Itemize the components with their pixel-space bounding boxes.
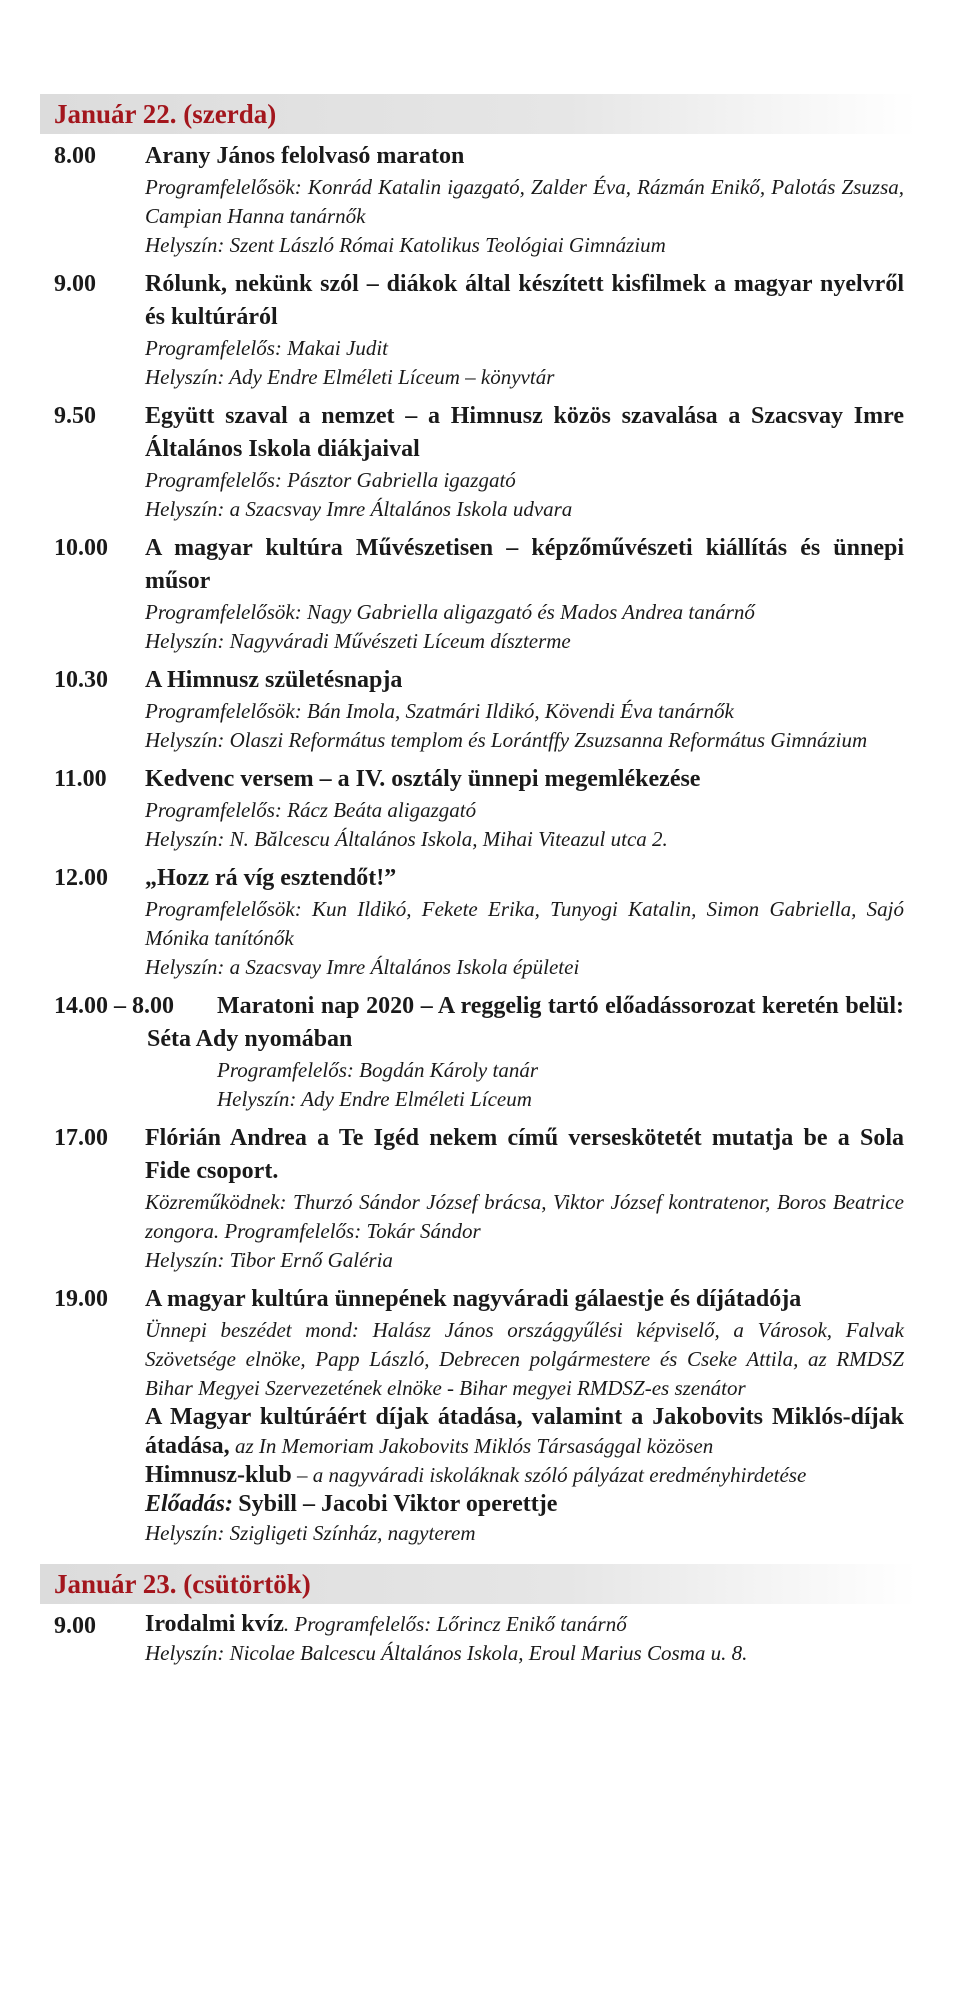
event-venue: Helyszín: Nicolae Balcescu Általános Iskola, Eroul Marius Cosma u. 8. — [145, 1641, 748, 1665]
day-header — [40, 1564, 917, 1604]
event-venue: Helyszín: Nagyváradi Művészeti Líceum díszterme — [145, 629, 571, 653]
event-organizers: Programfelelős: Rácz Beáta aligazgató — [145, 798, 477, 822]
event-title: „Hozz rá víg esztendőt!” — [145, 865, 397, 891]
event-performers: Közreműködnek: Thurzó Sándor József brácsa, Viktor József kontratenor, Boros Beatrice zongora. Programfelelős: Tokár Sándor — [145, 1190, 904, 1243]
event-organizers: Programfelelősök: Kun Ildikó, Fekete Erika, Tunyogi Katalin, Simon Gabriella, Sajó Mónika tanítónők — [145, 897, 904, 950]
event-performance: Előadás: Sybill – Jacobi Viktor operettje — [145, 1491, 558, 1517]
event-venue: Helyszín: a Szacsvay Imre Általános Iskola épületei — [145, 955, 580, 979]
day-header-label: Január 22. (szerda) — [54, 98, 277, 129]
event-venue: Helyszín: N. Bălcescu Általános Iskola, Mihai Viteazul utca 2. — [145, 827, 668, 851]
event-item — [54, 140, 904, 260]
event-organizers: Programfelelős: Makai Judit — [145, 336, 389, 360]
event-venue: Helyszín: Tibor Ernő Galéria — [145, 1248, 393, 1272]
event-organizers: Programfelelős: Bogdán Károly tanár — [217, 1058, 539, 1082]
event-item — [54, 532, 904, 656]
event-item — [54, 268, 904, 392]
event-item — [54, 1283, 904, 1548]
event-list — [0, 1610, 957, 1668]
event-title: A magyar kultúra ünnepének nagyváradi gálaestje és díjátadója — [145, 1286, 802, 1312]
event-title: Maratoni nap 2020 – A reggelig tartó előadássorozat keretén belül: Séta Ady nyomában — [147, 993, 904, 1052]
event-venue: Helyszín: Ady Endre Elméleti Líceum – könyvtár — [145, 365, 555, 389]
event-item — [54, 1122, 904, 1275]
event-time: 10.30 — [54, 667, 108, 693]
event-time: 10.00 — [54, 535, 108, 561]
event-title: Rólunk, nekünk szól – diákok által készített kisfilmek a magyar nyelvről és kultúráról — [145, 271, 904, 330]
event-organizers: Programfelelős: Pásztor Gabriella igazgató — [145, 468, 516, 492]
event-item — [54, 1610, 904, 1668]
event-awards: A Magyar kultúráért díjak átadása, valamint a Jakobovits Miklós-díjak átadása, az In Memoriam Jakobovits Miklós Társasággal közösen — [145, 1404, 904, 1459]
event-venue: Helyszín: Szent László Római Katolikus Teológiai Gimnázium — [145, 233, 666, 257]
event-klub: Himnusz-klub – a nagyváradi iskoláknak szóló pályázat eredményhirdetése — [145, 1462, 807, 1488]
event-organizers: Programfelelősök: Bán Imola, Szatmári Ildikó, Kövendi Éva tanárnők — [145, 699, 734, 723]
event-time: 8.00 — [54, 143, 96, 169]
event-list — [0, 140, 957, 1548]
event-item — [54, 862, 904, 982]
event-time: 14.00 – 8.00 — [54, 993, 174, 1019]
day-header-label: Január 23. (csütörtök) — [54, 1568, 311, 1599]
event-time: 19.00 — [54, 1286, 108, 1312]
day-header — [40, 94, 917, 134]
event-item — [54, 400, 904, 524]
event-venue: Helyszín: a Szacsvay Imre Általános Iskola udvara — [145, 497, 573, 521]
event-venue: Helyszín: Szigligeti Színház, nagyterem — [145, 1521, 476, 1545]
event-title: Együtt szaval a nemzet – a Himnusz közös szavalása a Szacsvay Imre Általános Iskola diákjaival — [145, 403, 904, 462]
event-venue: Helyszín: Olaszi Református templom és Lorántffy Zsuzsanna Református Gimnázium — [145, 728, 868, 752]
event-time: 9.00 — [54, 271, 96, 297]
event-time: 9.00 — [54, 1613, 96, 1639]
event-organizers: Programfelelősök: Konrád Katalin igazgató, Zalder Éva, Rázmán Enikő, Palotás Zsuzsa, Campian Hanna tanárnők — [145, 175, 904, 228]
event-item — [54, 664, 904, 755]
event-item — [54, 763, 904, 854]
event-time: 9.50 — [54, 403, 96, 429]
event-item — [54, 990, 904, 1114]
event-title: Kedvenc versem – a IV. osztály ünnepi megemlékezése — [145, 766, 701, 792]
event-venue: Helyszín: Ady Endre Elméleti Líceum — [217, 1087, 532, 1111]
event-speech: Ünnepi beszédet mond: Halász János országgyűlési képviselő, a Városok, Falvak Szövetsége elnöke, Papp László, Debrecen polgármestere és Cseke Attila, az RMDSZ Bihar Megyei Szervezetének elnöke - Bihar megyei RMDSZ-es szenátor — [145, 1318, 904, 1400]
event-title: Arany János felolvasó maraton — [145, 143, 465, 169]
event-title: A magyar kultúra Művészetisen – képzőművészeti kiállítás és ünnepi műsor — [145, 535, 904, 594]
event-title: A Himnusz születésnapja — [145, 667, 403, 693]
event-organizers: Programfelelősök: Nagy Gabriella aligazgató és Mados Andrea tanárnő — [145, 600, 755, 624]
event-title: Irodalmi kvíz. Programfelelős: Lőrincz Enikő tanárnő — [145, 1611, 627, 1637]
event-time: 11.00 — [54, 766, 107, 792]
event-title: Flórián Andrea a Te Igéd nekem című verseskötetét mutatja be a Sola Fide csoport. — [145, 1125, 904, 1184]
event-time: 12.00 — [54, 865, 108, 891]
event-time: 17.00 — [54, 1125, 108, 1151]
